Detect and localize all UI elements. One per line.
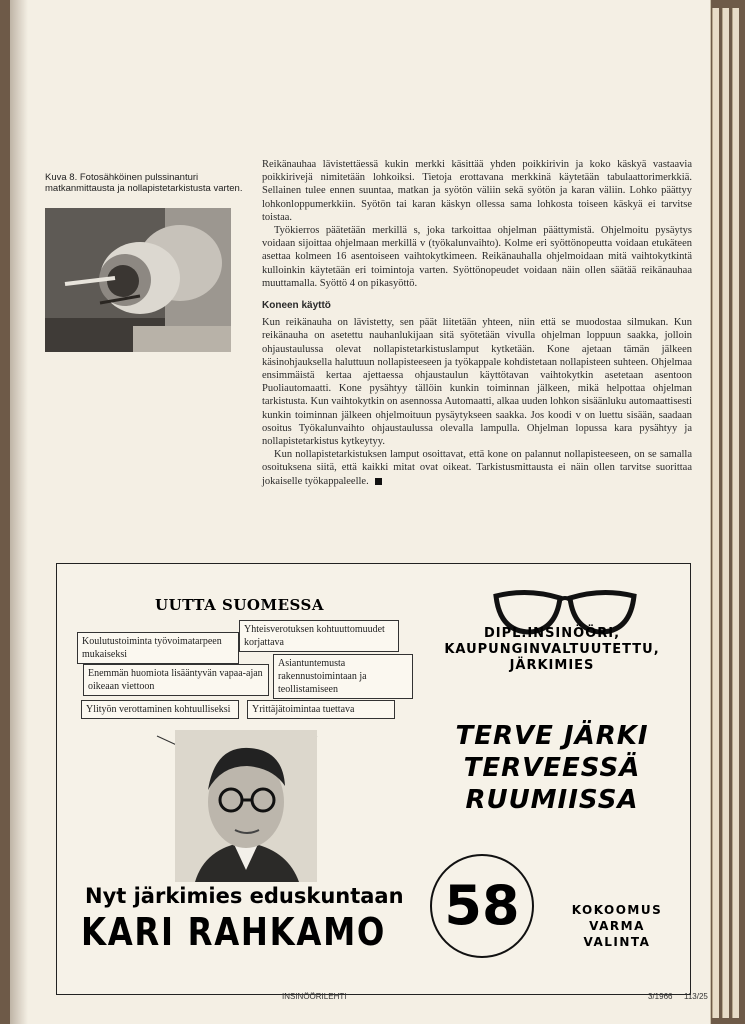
publication-name: INSINÖÖRILEHTI: [282, 992, 347, 1001]
candidate-number: 58: [430, 854, 534, 958]
slogan-line: RUUMIISSA: [465, 785, 639, 815]
ad-tagline: Nyt järkimies eduskuntaan: [85, 884, 404, 908]
spine-shadow: [10, 0, 28, 1024]
ad-heading: UUTTA SUOMESSA: [155, 596, 324, 614]
paragraph: Työkierros päätetään merkillä s, joka tarkoittaa ohjelman päättymistä. Ohjelmoitu pysäytys voidaan sijoittaa ohjelmaan merkillä v (työkalunvaihto). Kolme eri syöttönopeutta voidaan etukäteen asettaa kolmeen 16 asentoiseen vaihtokytkimeen. Reikänauhalla ohjelmoidaan mitä vaihtokytkintä kulloinkin käytetään eri toimintoja varten. Syöttönopeudet voidaan näin ollen säätää reikänauhaa muuttamalla. Syöttö 4 on pikasyöttö.: [262, 225, 692, 289]
promise-box: Yhteisverotuksen kohtuuttomuudet korjattava: [239, 620, 399, 652]
page-number: 113/25: [684, 992, 708, 1001]
promise-box: Koulutustoiminta työvoimatarpeen mukaiseksi: [77, 632, 239, 664]
paragraph-text: Kun nollapistetarkistuksen lamput osoittavat, että kone on palannut nollapisteeseen, on se samalla osoituksena siitä, että kaikki mitat ovat oikeat. Tarkistusmittausta ei näin ollen tarvitse suorittaa jokaiselle työkappaleelle.: [262, 449, 692, 487]
paragraph: [262, 448, 692, 488]
page-edge: [732, 8, 739, 1018]
promise-box: Enemmän huomiota lisääntyvän vapaa-ajan oikeaan viettoon: [83, 664, 269, 696]
election-advertisement: [56, 563, 691, 995]
title-line: KAUPUNGINVALTUUTETTU,: [444, 642, 660, 657]
promise-box: Yrittäjätoimintaa tuettava: [247, 700, 395, 719]
candidate-titles: [422, 626, 682, 674]
page-edge: [712, 8, 719, 1018]
title-line: JÄRKIMIES: [509, 658, 595, 673]
article-body: [262, 158, 692, 488]
candidate-portrait: [175, 730, 317, 882]
sensor-photo: [45, 208, 231, 352]
title-line: DIPL.INSINÖÖRI,: [483, 626, 621, 641]
promise-box: Asiantuntemusta rakennustoimintaan ja teollistamiseen: [273, 654, 413, 699]
slogan-line: TERVE JÄRKI: [455, 721, 649, 751]
party-line: KOKOOMUS: [571, 903, 663, 917]
section-heading: Koneen käyttö: [262, 300, 331, 312]
page-edge: [722, 8, 729, 1018]
paragraph: Reikänauhaa lävistettäessä kukin merkki käsittää yhden poikkirivin ja koko käskyä vastaavia poikkirivejä nimitetään lohkoiksi. Tietoja erottavana merkkinä käytetään tabulaattorimerkkiä. Sellainen tulee ennen suuntaa, matkan ja syötön väliin sekä syötön ja karan väliin. Lohko päättyy lohkonloppumerkkiin. Syötön tai karan käskyn ollessa sama lohkosta toiseen käskyä ei tarvitse toistaa.: [262, 159, 692, 223]
issue-number: 3/1966: [648, 992, 673, 1001]
party-slogan: [557, 902, 677, 950]
end-mark: [375, 478, 382, 485]
main-slogan: [442, 720, 662, 816]
paragraph: Kun reikänauha on lävistetty, sen päät liitetään yhteen, niin että se muodostaa silmukan. Kun reikänauha on asetettu nauhanlukijaan sitä syötetään vivulla ohjelman loppuun saakka, jolloin ohjaustaulussa olevat nollapistetarkistuslamput kytketään. Kone ajetaan tämän jälkeen käsinohjauksella haluttuun nollapisteeseen ja työkappale kohdistetaan nollapisteen suhteen. Ohjelmaa ensimmäistä kertaa ajettaessa ohjaustaulun käyttötavan vaihtokytkin asetetaan asentoon Puoliautomaatti. Kone pysähtyy tällöin kunkin toiminnan jälkeen, mikä helpottaa ohjelman tarkistusta. Kun vaihtokytkin on asennossa Automaatti, alkaa uuden lohkon sisäänluku automaattisesti kunkin toiminnan jälkeen ohjelmoituun pysäytykseen saakka. Jos koodi v on luettu sisään, saadaan osoitus Työkalunvaihto ohjaustaulussa olevalla lampulla. Ohjelman lopussa kara pysähtyy ja nollapistetarkistus kytkeytyy.: [262, 317, 692, 448]
promise-box: Ylityön verottaminen kohtuulliseksi: [81, 700, 239, 719]
figure-caption: Kuva 8. Fotosähköinen pulssinanturi matkanmittausta ja nollapistetarkistusta varten.: [45, 172, 243, 194]
slogan-line: TERVEESSÄ: [463, 753, 641, 783]
candidate-name: KARI RAHKAMO: [81, 910, 387, 954]
party-line: VARMA: [589, 919, 645, 933]
party-line: VALINTA: [583, 935, 651, 949]
